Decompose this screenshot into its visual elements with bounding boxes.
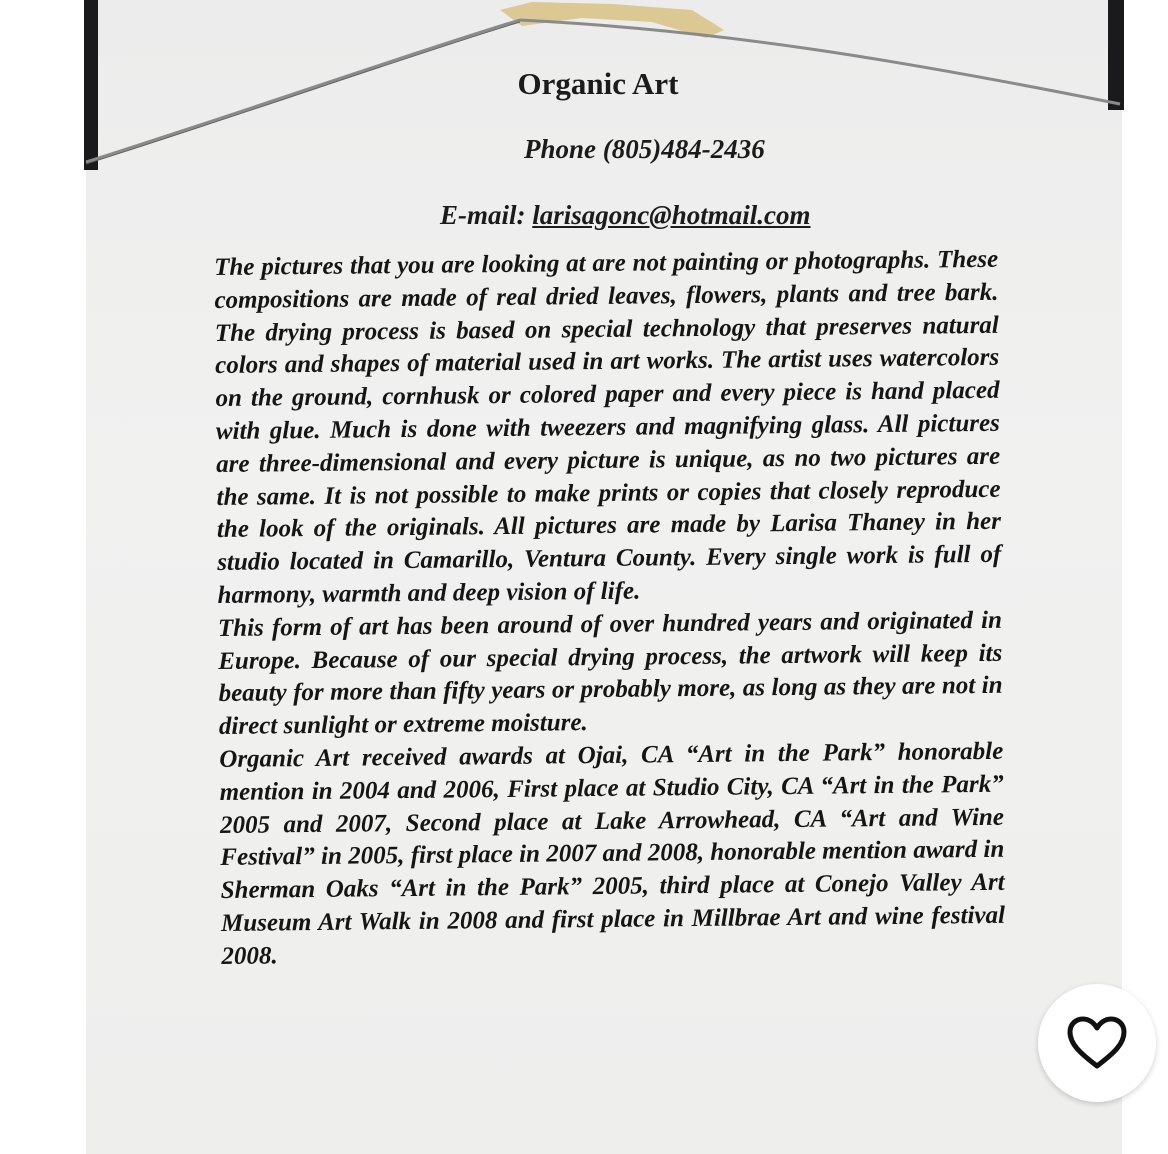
favorite-button[interactable]: [1038, 984, 1156, 1102]
paragraph: Organic Art received awards at Ojai, CA “Art in the Park” honorable mention in 2004 and 2006, First place at Studio City, CA “Art in the Park” 2005 and 2007, Second place at Lake Arrowhead, CA “Art and Wine Festival” in 2005, first place in 2007 and 2008, honorable mention award in Sherman Oaks “Art in the Park” 2005, third place at Conejo Valley Art Museum Art Walk in 2008 and first place in Millbrae Art and wine festival 2008.: [219, 737, 1006, 970]
photo-background: [0, 0, 92, 1154]
email-address: larisagonc@hotmail.com: [532, 200, 811, 230]
paragraph: This form of art has been around of over hundred years and originated in Europe. Because of our special drying process, the artwork will keep its beauty for more than fifty years or probably more, as long as they are not in direct sunlight or extreme moisture.: [217, 606, 1003, 741]
email-label: E-mail:: [440, 200, 526, 230]
document-title: Organic Art: [517, 66, 679, 101]
heart-outline-icon: [1066, 1015, 1128, 1071]
paragraph: The pictures that you are looking at are not painting or photographs. These compositions are made of real dried leaves, flowers, plants and tree bark. The drying process is based on special technology that preserves natural colors and shapes of material used in art works. The artist uses watercolors on the ground, cornhusk or colored paper and every piece is hand placed with glue. Much is done with tweezers and magnifying glass. All pictures are three-dimensional and every picture is unique, as no two pictures are the same. It is not possible to make prints or copies that closely reproduce the look of the originals. All pictures are made by Larisa Thaney in her studio located in Camarillo, Ventura County. Every single work is full of harmony, warmth and deep vision of life.: [214, 245, 1002, 609]
email-line: [440, 200, 811, 231]
document-body: [214, 244, 1006, 974]
masking-tape: [492, 0, 732, 60]
phone-number: Phone (805)484-2436: [524, 134, 765, 164]
